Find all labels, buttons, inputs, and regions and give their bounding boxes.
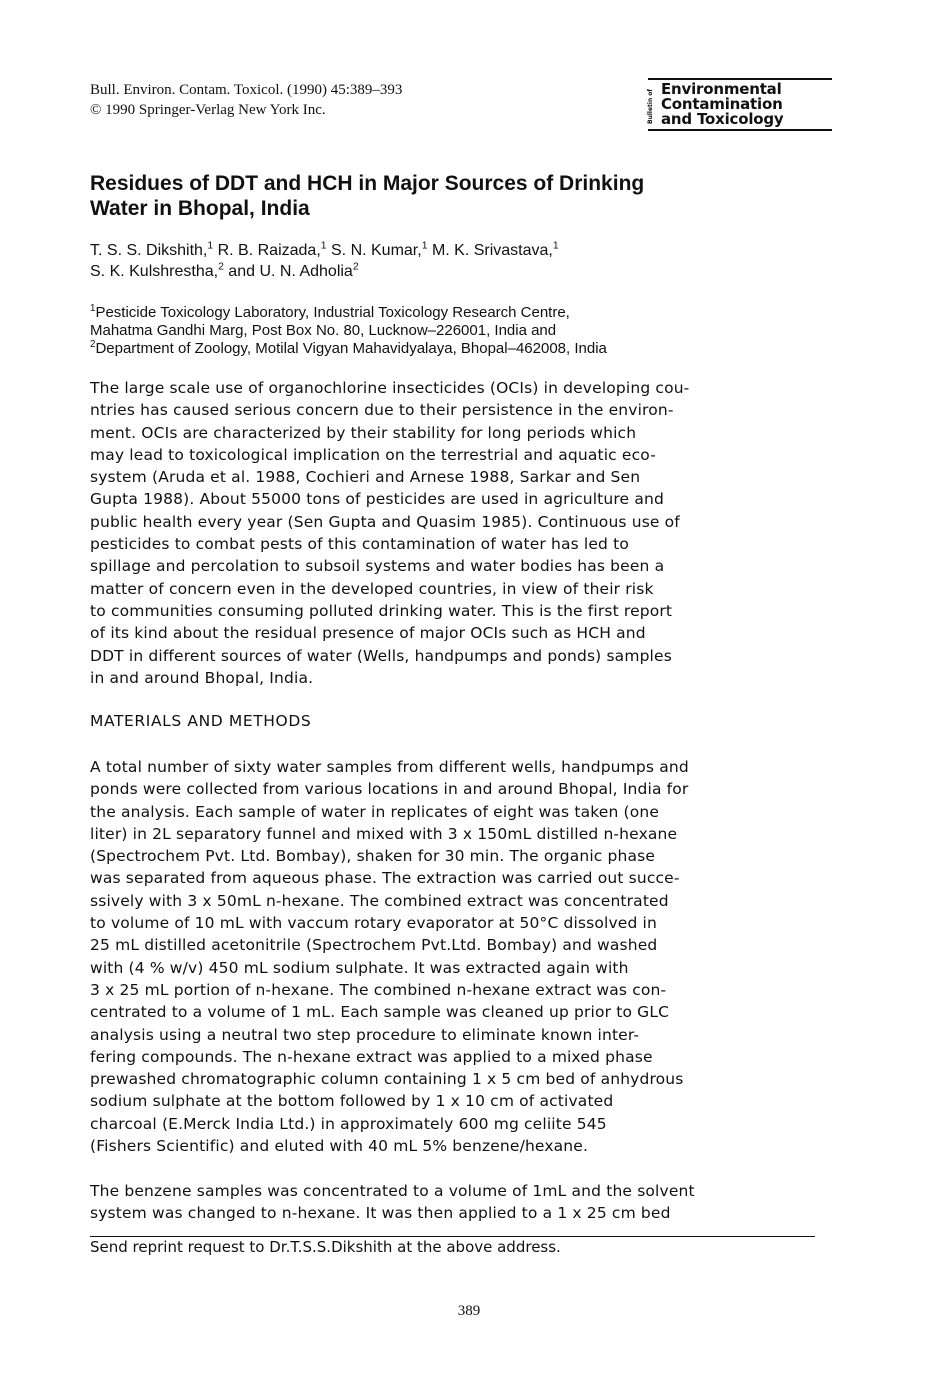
text-line: 25 mL distilled acetonitrile (Spectrochem Pvt.Ltd. Bombay) and washed [90,936,658,955]
text-line: sodium sulphate at the bottom followed by 1 x 10 cm of activated [90,1092,614,1111]
text-line: matter of concern even in the developed countries, in view of their risk [90,579,654,598]
text-line: ssively with 3 x 50mL n-hexane. The combined extract was concentrated [90,891,669,910]
logo-line-2: Contamination [661,95,783,113]
methods-paragraph [90,756,850,1157]
author-affil-mark: 1 [320,240,327,252]
author-list [90,240,850,282]
affiliation-line: Mahatma Gandhi Marg, Post Box No. 80, Lucknow–226001, India and [90,322,557,339]
text-line: was separated from aqueous phase. The extraction was carried out succe- [90,869,680,888]
text-line: the analysis. Each sample of water in replicates of eight was taken (one [90,802,660,821]
text-line: (Fishers Scientific) and eluted with 40 mL 5% benzene/hexane. [90,1137,589,1156]
affiliation-line: Department of Zoology, Motilal Vigyan Mahavidyalaya, Bhopal–462008, India [95,340,607,357]
text-line: Gupta 1988). About 55000 tons of pesticides are used in agriculture and [90,490,664,509]
continuation-paragraph [90,1180,850,1225]
copyright-line: © 1990 Springer-Verlag New York Inc. [90,102,326,118]
text-line: may lead to toxicological implication on the terrestrial and aquatic eco- [90,445,656,464]
author-name: S. K. Kulshrestha, [90,263,219,280]
text-line: analysis using a neutral two step procedure to eliminate known inter- [90,1025,640,1044]
intro-paragraph [90,377,850,689]
author-name: T. S. S. Dikshith, [90,242,208,259]
text-line: system (Aruda et al. 1988, Cochieri and Arnese 1988, Sarkar and Sen [90,468,641,487]
text-line: 3 x 25 mL portion of n-hexane. The combined n-hexane extract was con- [90,980,667,999]
text-line: centrated to a volume of 1 mL. Each sample was cleaned up prior to GLC [90,1003,670,1022]
text-line: system was changed to n-hexane. It was then applied to a 1 x 25 cm bed [90,1204,671,1223]
author-name: M. K. Srivastava, [431,242,553,259]
text-line: ntries has caused serious concern due to their persistence in the environ- [90,401,674,420]
title-line: Residues of DDT and HCH in Major Sources of Drinking [90,172,645,195]
text-line: public health every year (Sen Gupta and Quasim 1985). Continuous use of [90,512,680,531]
author-name: S. N. Kumar, [331,242,422,259]
text-line: charcoal (E.Merck India Ltd.) in approximately 600 mg celiite 545 [90,1114,607,1133]
text-line: The large scale use of organochlorine insecticides (OCIs) in developing cou- [90,379,690,397]
text-line: to volume of 10 mL with vaccum rotary evaporator at 50°C dissolved in [90,914,657,933]
section-heading: MATERIALS AND METHODS [90,712,312,730]
text-line: A total number of sixty water samples from different wells, handpumps and [90,758,689,776]
article-title [90,171,850,221]
reprint-footnote: Send reprint request to Dr.T.S.S.Dikshith at the above address. [90,1236,815,1257]
journal-logo [648,78,832,131]
author-affil-mark: 1 [207,240,214,252]
affiliation-line: Pesticide Toxicology Laboratory, Industrial Toxicology Research Centre, [95,304,570,321]
text-line: with (4 % w/v) 450 mL sodium sulphate. It was extracted again with [90,958,629,977]
affil-mark: 2 [90,339,96,350]
citation-header [90,80,402,120]
logo-vertical-text: Bulletin of [647,88,654,124]
title-line: Water in Bhopal, India [90,197,310,220]
text-line: pesticides to combat pests of this contamination of water has led to [90,535,629,554]
text-line: DDT in different sources of water (Wells, handpumps and ponds) samples [90,646,672,665]
text-line: of its kind about the residual presence of major OCIs such as HCH and [90,624,646,643]
author-affil-mark: 1 [552,240,559,252]
text-line: in and around Bhopal, India. [90,668,314,687]
page-number: 389 [457,1303,481,1319]
author-affil-mark: 2 [352,261,359,273]
citation-line: Bull. Environ. Contam. Toxicol. (1990) 45:389–393 [90,82,403,98]
text-line: ment. OCIs are characterized by their stability for long periods which [90,423,637,442]
text-line: The benzene samples was concentrated to a volume of 1mL and the solvent [90,1182,695,1200]
affil-mark: 1 [90,303,96,314]
text-line: fering compounds. The n-hexane extract was applied to a mixed phase [90,1047,653,1066]
logo-line-1: Environmental [661,80,782,98]
text-line: (Spectrochem Pvt. Ltd. Bombay), shaken for 30 min. The organic phase [90,847,656,866]
logo-line-3: and Toxicology [661,110,784,128]
author-affil-mark: 2 [218,261,224,273]
text-line: spillage and percolation to subsoil systems and water bodies has been a [90,557,665,576]
author-affil-mark: 1 [421,240,428,252]
text-line: prewashed chromatographic column containing 1 x 5 cm bed of anhydrous [90,1070,684,1089]
affiliations [90,304,850,358]
text-line: ponds were collected from various locations in and around Bhopal, India for [90,780,689,799]
author-name: and U. N. Adholia [228,263,353,280]
text-line: liter) in 2L separatory funnel and mixed with 3 x 150mL distilled n-hexane [90,824,678,843]
text-line: to communities consuming polluted drinking water. This is the first report [90,601,673,620]
author-name: R. B. Raizada, [217,242,321,259]
